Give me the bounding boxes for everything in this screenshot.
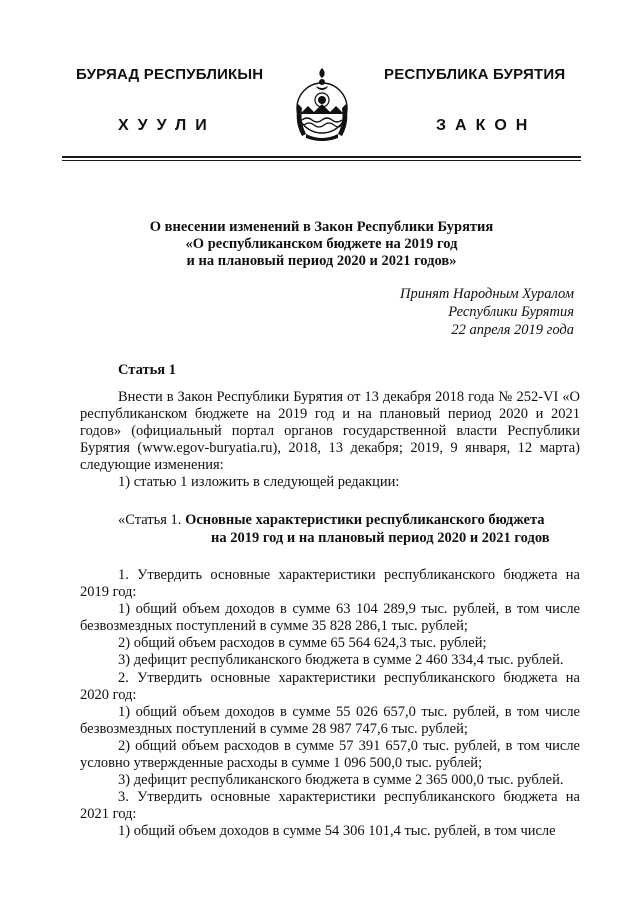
article-label: Статья 1 [118, 362, 176, 378]
header-buryat-republic: БУРЯАД РЕСПУБЛИКЫН [76, 66, 264, 83]
budget-paragraph: 2. Утвердить основные характеристики республиканского бюджета на 2020 год: [80, 669, 580, 703]
budget-paragraph: 2) общий объем расходов в сумме 65 564 624,3 тыс. рублей; [118, 635, 487, 652]
budget-paragraph: 3) дефицит республиканского бюджета в сумме 2 460 334,4 тыс. рублей. [118, 652, 564, 669]
header-republic-buryatia: РЕСПУБЛИКА БУРЯТИЯ [384, 66, 566, 83]
budget-paragraph: 3. Утвердить основные характеристики республиканского бюджета на 2021 год: [80, 789, 580, 823]
intro-text [80, 389, 580, 492]
budget-paragraph: 1) общий объем доходов в сумме 54 306 101,4 тыс. рублей, в том числе [118, 823, 556, 840]
budget-paragraph: 2) общий объем расходов в сумме 57 391 657,0 тыс. рублей, в том числе условно утвержденные расходы в сумме 1 096 500,0 тыс. рублей; [80, 737, 580, 772]
law-title [62, 219, 581, 270]
law-title-line: О внесении изменений в Закон Республики Бурятия [149, 219, 494, 235]
header-divider-thin [62, 160, 581, 161]
coat-of-arms-icon [294, 64, 350, 144]
article-heading-line: на 2019 год и на плановый период 2020 и 2021 годов [211, 529, 550, 546]
header-zakon: ЗАКОН [436, 117, 537, 134]
header-khuuli: ХУУЛИ [118, 117, 216, 134]
budget-paragraph: 1) общий объем доходов в сумме 63 104 289,9 тыс. рублей, в том числе безвозмездных поступлений в сумме 35 828 286,1 тыс. рублей; [80, 601, 580, 635]
law-title-line: и на плановый период 2020 и 2021 годов» [186, 253, 457, 269]
law-title-line: «О республиканском бюджете на 2019 год [185, 236, 458, 252]
adoption-note [400, 285, 574, 339]
adoption-line: Принят Народным Хуралом [399, 286, 574, 302]
budget-paragraph: 1) общий объем доходов в сумме 55 026 657,0 тыс. рублей, в том числе безвозмездных поступлений в сумме 28 987 747,6 тыс. рублей; [80, 703, 580, 737]
intro-paragraph: 1) статью 1 изложить в следующей редакции: [118, 474, 400, 491]
intro-paragraph: Внести в Закон Республики Бурятия от 13 декабря 2018 года № 252-VI «О республиканском бюджете на 2019 год и на плановый период 2020 и 2021 годов» (официальный портал органов государственной власти Республики Бурятия (www.egov-buryatia.ru), 2018, 13 декабря; 2019, 9 января, 12 марта) следующие изменения: [80, 389, 580, 474]
budget-paragraph: 3) дефицит республиканского бюджета в сумме 2 365 000,0 тыс. рублей. [118, 772, 564, 789]
adoption-line: Республики Бурятия [448, 304, 574, 320]
article-heading [118, 512, 550, 547]
adoption-date: 22 апреля 2019 года [451, 322, 574, 338]
article-heading-line: Основные характеристики республиканского бюджета [185, 512, 545, 528]
article-heading-prefix: «Статья 1. [118, 512, 182, 528]
budget-paragraph: 1. Утвердить основные характеристики республиканского бюджета на 2019 год: [80, 567, 580, 601]
budget-text [80, 567, 580, 841]
header-divider-thick [62, 156, 581, 158]
